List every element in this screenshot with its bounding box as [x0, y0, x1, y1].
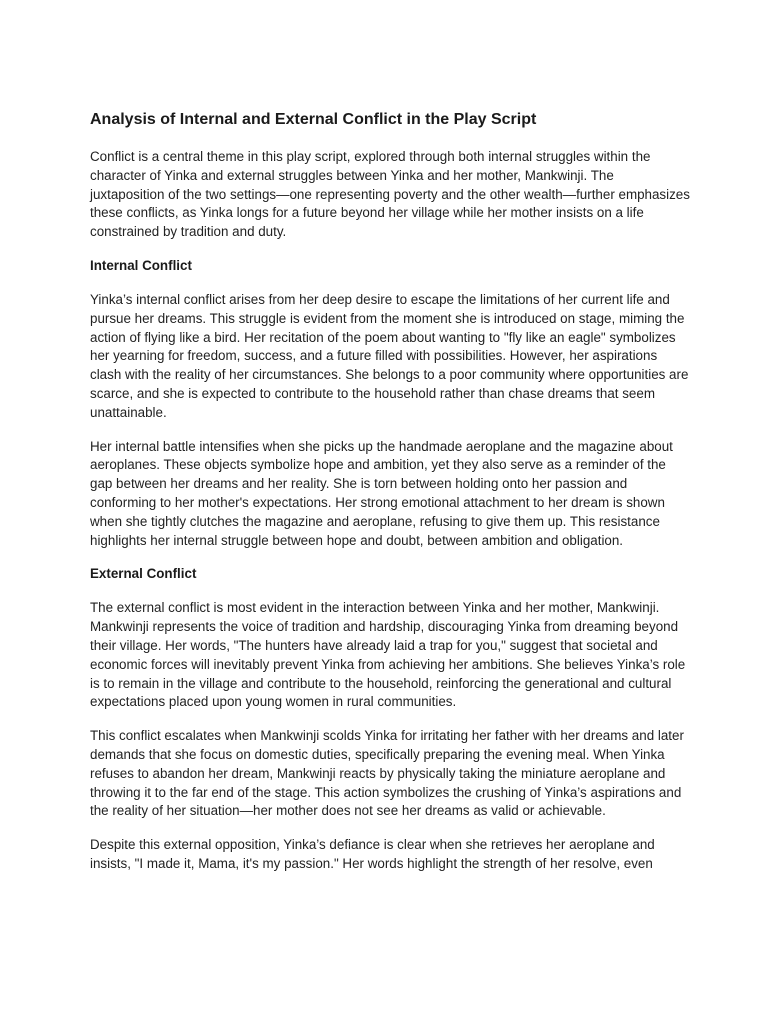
section-heading: External Conflict	[90, 566, 197, 582]
document-title: Analysis of Internal and External Conflict in the Play Script	[90, 111, 537, 128]
intro-paragraph: Conflict is a central theme in this play script, explored through both internal struggles within the character of Yinka and external struggles between Yinka and her mother, Mankwinji. The juxtaposition of the two settings—one representing poverty and the other wealth—further emphasizes these conflicts, as Yinka longs for a future beyond her village while her mother insists on a life constrained by tradition and duty.	[90, 149, 690, 240]
body-paragraph: Despite this external opposition, Yinka’s defiance is clear when she retrieves her aeroplane and insists, "I made it, Mama, it's my passion." Her words highlight the strength of her resolve, even	[90, 837, 655, 871]
body-paragraph: Her internal battle intensifies when she picks up the handmade aeroplane and the magazine about aeroplanes. These objects symbolize hope and ambition, yet they also serve as a reminder of the gap between her dreams and her reality. She is torn between holding onto her passion and conforming to her mother's expectations. Her strong emotional attachment to her dream is shown when she tightly clutches the magazine and aeroplane, refusing to give them up. This resistance highlights her internal struggle between hope and doubt, between ambition and obligation.	[90, 438, 673, 548]
body-paragraph: Yinka’s internal conflict arises from her deep desire to escape the limitations of her current life and pursue her dreams. This struggle is evident from the moment she is introduced on stage, miming the action of flying like a bird. Her recitation of the poem about wanting to "fly like an eagle" symbolizes her yearning for freedom, success, and a future filled with possibilities. However, her aspirations clash with the reality of her circumstances. She belongs to a poor community where opportunities are scarce, and she is expected to contribute to the household rather than chase dreams that seem unattainable.	[90, 291, 689, 420]
section-heading: Internal Conflict	[90, 257, 192, 273]
section-internal-conflict	[90, 257, 690, 550]
body-paragraph: This conflict escalates when Mankwinji scolds Yinka for irritating her father with her dreams and later demands that she focus on domestic duties, specifically preparing the evening meal. When Yinka refuses to abandon her dream, Mankwinji reacts by physically taking the miniature aeroplane and throwing it to the far end of the stage. This action symbolizes the crushing of Yinka’s aspirations and the reality of her situation—her mother does not see her dreams as valid or achievable.	[90, 728, 684, 819]
document-page	[90, 110, 690, 889]
body-paragraph: The external conflict is most evident in the interaction between Yinka and her mother, Mankwinji. Mankwinji represents the voice of tradition and hardship, discouraging Yinka from dreaming beyond their village. Her words, "The hunters have already laid a trap for you," suggest that societal and economic forces will inevitably prevent Yinka from achieving her ambitions. She believes Yinka’s role is to remain in the village and contribute to the household, reinforcing the generational and cultural expectations placed upon young women in rural communities.	[90, 600, 686, 710]
section-external-conflict	[90, 565, 690, 873]
